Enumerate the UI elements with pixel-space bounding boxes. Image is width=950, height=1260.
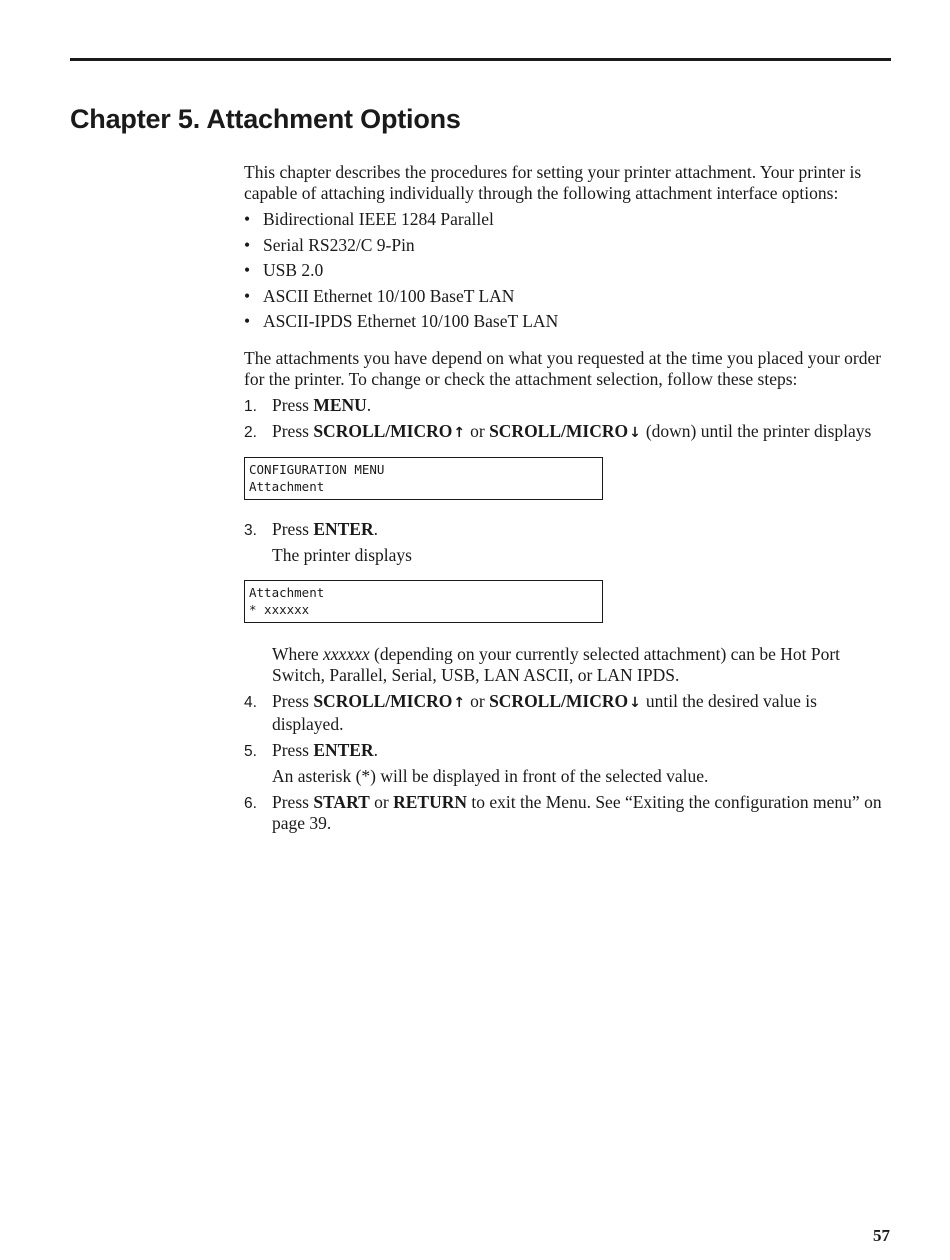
step-note: An asterisk (*) will be displayed in front of the selected value. bbox=[272, 766, 709, 787]
key-label: SCROLL/MICRO bbox=[313, 691, 453, 712]
step-number: 1. bbox=[244, 398, 257, 416]
key-label: SCROLL/MICRO bbox=[489, 421, 629, 442]
step-1: 1. Press MENU. bbox=[244, 395, 372, 416]
key-label: SCROLL/MICRO bbox=[489, 691, 629, 712]
step-2: 2. Press SCROLL/MICRO↑ or SCROLL/MICRO↓ (down) until the printer displays CONFIGURATION MENU Attachment bbox=[244, 421, 884, 500]
attachment-options-list bbox=[244, 209, 884, 332]
step-number: 4. bbox=[244, 694, 257, 712]
list-item: • USB 2.0 bbox=[244, 260, 324, 281]
list-item: • ASCII-IPDS Ethernet 10/100 BaseT LAN bbox=[244, 311, 559, 332]
body-column bbox=[244, 162, 884, 839]
attachments-paragraph: The attachments you have depend on what you requested at the time you placed your order for the printer. To change or check the attachment selection, follow these steps: bbox=[244, 348, 882, 390]
step-number: 6. bbox=[244, 795, 257, 813]
display-panel: CONFIGURATION MENU Attachment bbox=[244, 457, 603, 500]
step-number: 3. bbox=[244, 522, 257, 540]
bullet-icon: • bbox=[244, 209, 251, 229]
key-label: ENTER bbox=[313, 519, 374, 540]
step-5: 5. Press ENTER. An asterisk (*) will be displayed in front of the selected value. bbox=[244, 740, 884, 787]
bullet-icon: • bbox=[244, 311, 251, 332]
bullet-icon: • bbox=[244, 260, 251, 281]
steps-list bbox=[244, 395, 884, 834]
arrow-down-icon: ↓ bbox=[629, 425, 641, 442]
list-item: • Serial RS232/C 9-Pin bbox=[244, 234, 415, 255]
step-note: Where xxxxxx (depending on your currently selected attachment) can be Hot Port Switch, Parallel, Serial, USB, LAN ASCII, or LAN IPDS. bbox=[272, 644, 841, 686]
list-item: • ASCII Ethernet 10/100 BaseT LAN bbox=[244, 285, 515, 306]
bullet-icon: • bbox=[244, 285, 251, 306]
page-number: 57 bbox=[873, 1226, 890, 1245]
step-number: 2. bbox=[244, 424, 257, 442]
key-label: MENU bbox=[313, 395, 367, 416]
step-4: 4. Press SCROLL/MICRO↑ or SCROLL/MICRO↓ until the desired value is displayed. bbox=[244, 691, 817, 735]
display-panel: Attachment * xxxxxx bbox=[244, 580, 603, 623]
header-rule bbox=[70, 58, 891, 61]
variable-text: xxxxxx bbox=[323, 644, 370, 665]
step-6: 6. Press START or RETURN to exit the Menu. See “Exiting the configuration menu” on page 39. bbox=[244, 792, 882, 834]
step-note: The printer displays bbox=[272, 545, 412, 566]
arrow-up-icon: ↑ bbox=[453, 425, 466, 442]
key-label: ENTER bbox=[313, 740, 374, 761]
key-label: SCROLL/MICRO bbox=[313, 421, 453, 442]
key-label: START bbox=[313, 792, 370, 813]
bullet-icon: • bbox=[244, 234, 251, 255]
arrow-down-icon: ↓ bbox=[629, 695, 641, 712]
chapter-title: Chapter 5. Attachment Options bbox=[70, 104, 461, 134]
key-label: RETURN bbox=[393, 792, 468, 813]
intro-paragraph: This chapter describes the procedures for setting your printer attachment. Your printer is capable of attaching individually through the following attachment interface options: bbox=[244, 162, 862, 203]
list-item: • Bidirectional IEEE 1284 Parallel bbox=[244, 209, 494, 229]
arrow-up-icon: ↑ bbox=[453, 695, 466, 712]
step-number: 5. bbox=[244, 743, 257, 761]
step-3: 3. Press ENTER. The printer displays Attachment * xxxxxx Where xxxxxx (depending on your currently selected attachment) can be Hot Port Switch, Parallel, Serial, USB, LAN ASCII, or LAN IPDS. bbox=[244, 519, 884, 686]
